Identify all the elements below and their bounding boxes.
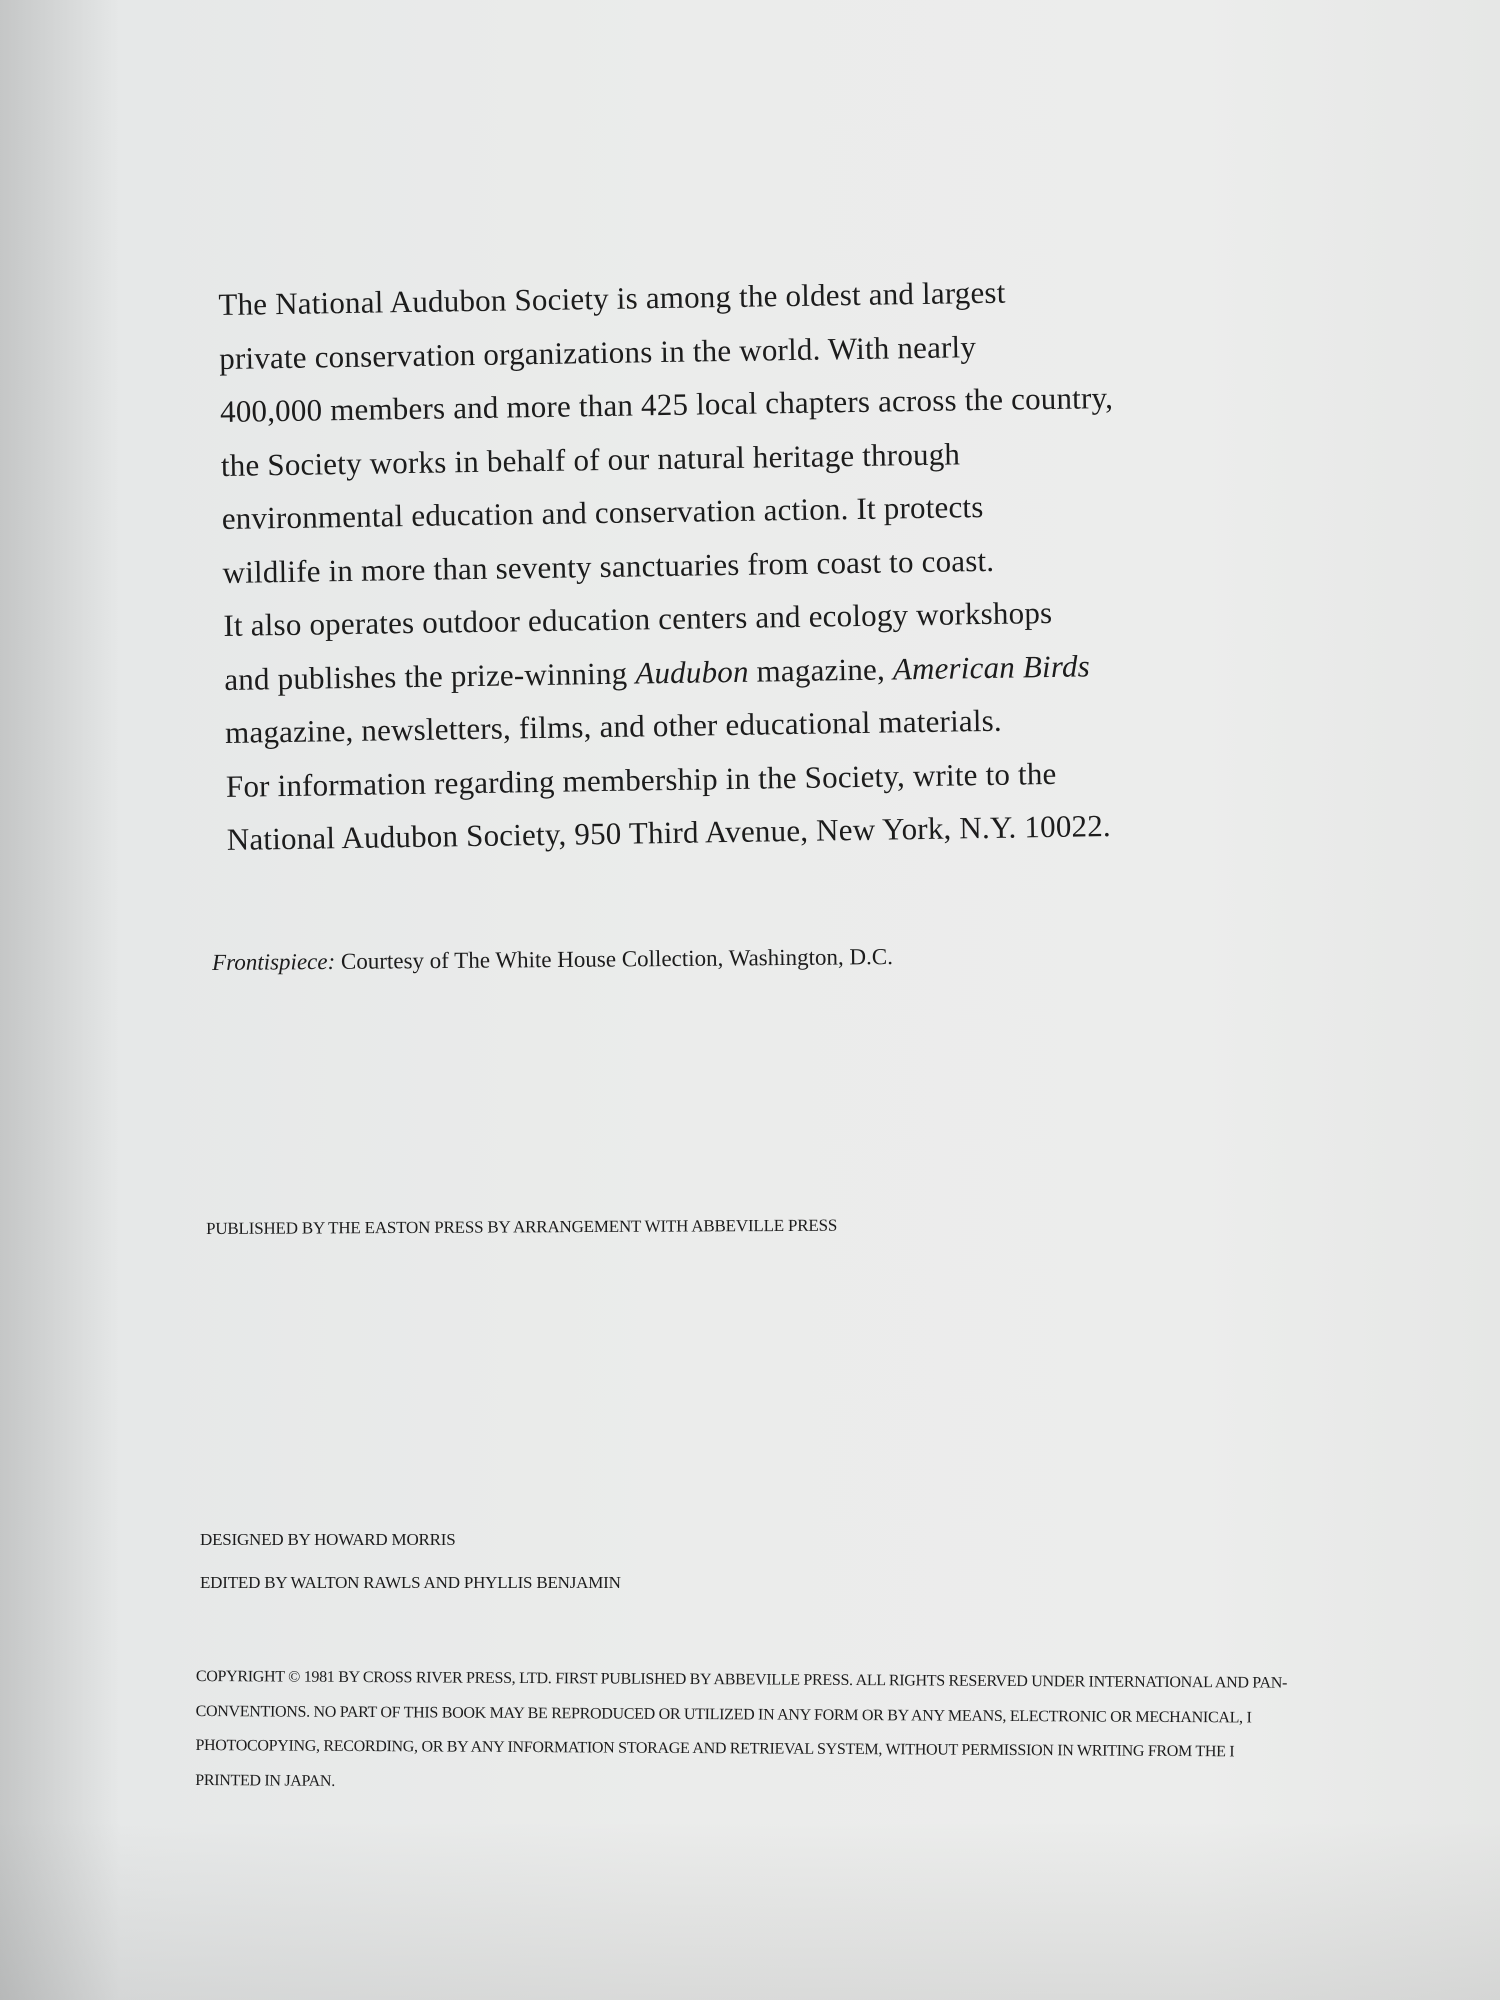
- designer-credit: DESIGNED BY HOWARD MORRIS: [200, 1530, 456, 1549]
- description-line: environmental education and conservation action. It protects: [221, 489, 984, 536]
- description-line: the Society works in behalf of our natural heritage through: [220, 435, 961, 483]
- description-line: magazine, newsletters, films, and other educational materials.: [224, 702, 1003, 750]
- copyright-line: PRINTED IN JAPAN.: [195, 1771, 335, 1790]
- publisher-note: PUBLISHED BY THE EASTON PRESS BY ARRANGEMENT WITH ABBEVILLE PRESS: [206, 1215, 838, 1238]
- frontispiece-label: Frontispiece:: [212, 948, 336, 975]
- frontispiece-credit: [212, 944, 893, 976]
- description-line: The National Audubon Society is among the oldest and largest: [218, 274, 1006, 322]
- description-line: National Audubon Society, 950 Third Avenue, New York, N.Y. 10022.: [226, 808, 1112, 857]
- society-description: [218, 260, 1347, 866]
- page-shadow-bottom: [0, 1820, 1500, 2000]
- magazine-title-american-birds: American Birds: [892, 647, 1091, 686]
- editor-credit: EDITED BY WALTON RAWLS AND PHYLLIS BENJAMIN: [200, 1573, 621, 1592]
- description-text: and publishes the prize-winning: [224, 654, 636, 697]
- frontispiece-text: Courtesy of The White House Collection, Washington, D.C.: [335, 944, 894, 974]
- description-text: magazine,: [748, 650, 894, 689]
- copyright-notice: [195, 1660, 1500, 1807]
- magazine-title-audubon: Audubon: [635, 653, 749, 690]
- copyright-line: CONVENTIONS. NO PART OF THIS BOOK MAY BE REPRODUCED OR UTILIZED IN ANY FORM OR BY ANY MEANS, ELECTRONIC OR MECHANICAL, I: [195, 1702, 1252, 1726]
- description-line: private conservation organizations in the world. With nearly: [218, 328, 977, 376]
- copyright-line: COPYRIGHT © 1981 BY CROSS RIVER PRESS, LTD. FIRST PUBLISHED BY ABBEVILLE PRESS. ALL RIGHTS RESERVED UNDER INTERNATIONAL AND PAN-: [195, 1667, 1288, 1692]
- copyright-line: PHOTOCOPYING, RECORDING, OR BY ANY INFORMATION STORAGE AND RETRIEVAL SYSTEM, WITHOUT PERMISSION IN WRITING FROM THE I: [195, 1736, 1235, 1761]
- description-line: For information regarding membership in the Society, write to the: [225, 755, 1057, 804]
- description-line: 400,000 members and more than 425 local chapters across the country,: [219, 379, 1114, 429]
- description-line: It also operates outdoor education centers and ecology workshops: [223, 594, 1053, 643]
- page-shadow-left: [0, 0, 120, 2000]
- description-line: wildlife in more than seventy sanctuaries from coast to coast.: [222, 542, 995, 590]
